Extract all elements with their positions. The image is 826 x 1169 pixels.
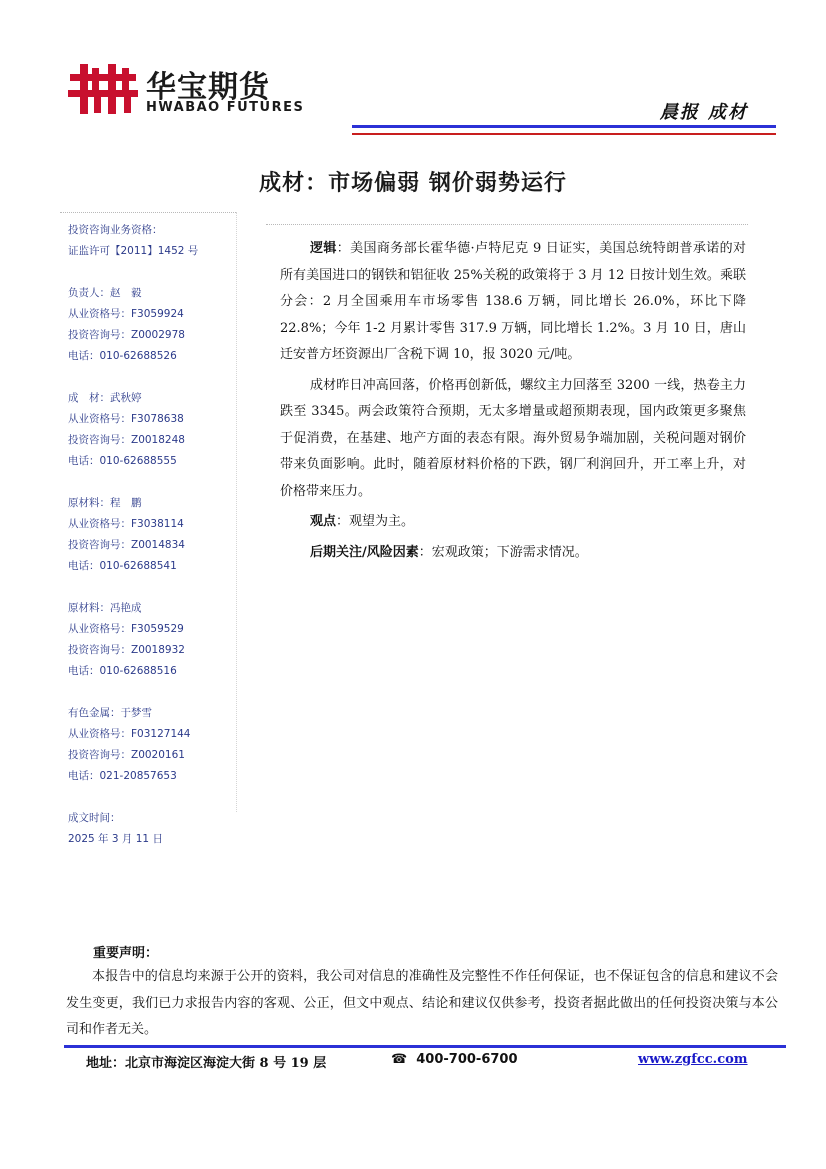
footer-phone-number: 400-700-6700 [416, 1052, 518, 1067]
analyst-phone: 电话：010-62688516 [68, 665, 177, 677]
analyst-license: 从业资格号：F3038114 [68, 518, 184, 530]
risk-label: 后期关注/风险因素 [310, 544, 419, 560]
view-text: ：观望为主。 [336, 514, 415, 529]
logo-english-name: HWABAO FUTURES [146, 100, 305, 115]
analyst-phone: 电话：010-62688541 [68, 560, 177, 572]
analyst-role: 原材料：程 鹏 [68, 497, 142, 509]
analyst-license: 从业资格号：F3059529 [68, 623, 184, 635]
view-label: 观点 [310, 514, 337, 529]
analyst-advisory: 投资咨询号：Z0018248 [68, 434, 185, 446]
qualification-label: 投资咨询业务资格： [68, 224, 163, 236]
date-label: 成文时间： [68, 812, 121, 824]
footer-phone [391, 1052, 518, 1067]
view-paragraph [280, 509, 746, 536]
disclaimer-title: 重要声明： [93, 946, 159, 961]
analyst-phone: 电话：010-62688555 [68, 455, 177, 467]
analyst-role: 原材料：冯艳成 [68, 602, 142, 614]
analyst-license: 从业资格号：F03127144 [68, 728, 191, 740]
analyst-advisory: 投资咨询号：Z0018932 [68, 644, 185, 656]
phone-icon: ☎ [391, 1052, 408, 1067]
footer-divider [64, 1045, 786, 1048]
date-value: 2025 年 3 月 11 日 [68, 833, 163, 845]
analyst-license: 从业资格号：F3059924 [68, 308, 184, 320]
analyst-sidebar [68, 220, 236, 850]
company-logo [68, 60, 318, 120]
analyst-advisory: 投资咨询号：Z0014834 [68, 539, 185, 551]
report-body [280, 236, 746, 566]
page-title: 成材：市场偏弱 钢价弱势运行 [259, 170, 567, 196]
analyst-advisory: 投资咨询号：Z0020161 [68, 749, 185, 761]
analyst-role: 成 材：武秋婷 [68, 392, 142, 404]
analyst-role: 有色金属：于梦雪 [68, 707, 152, 719]
logic-paragraph [280, 236, 746, 369]
disclaimer-body: 本报告中的信息均来源于公开的资料，我公司对信息的准确性及完整性不作任何保证，也不保证包含的信息和建议不会发生变更，我们已力求报告内容的客观、公正，但文中观点、结论和建议仅供参考，投资者据此做出的任何投资决策与本公司和作者无关。 [66, 969, 778, 1037]
header-divider-red [352, 133, 776, 135]
logic-label: 逻辑 [310, 241, 337, 256]
logic-text: ：美国商务部长霍华德·卢特尼克 9 日证实，美国总统特朗普承诺的对所有美国进口的钢铁和铝征收 25%关税的政策将于 3 月 12 日按计划生效。乘联分会：2 月全国乘用车市场零售 138.6 万辆，同比增长 26.0%，环比下降 22.8%；今年 1-2 月累计零售 317.9 万辆，同比增长 1.2%。3 月 10 日，唐山迁安普方坯资源出厂含税下调 10，报 3020 元/吨。 [280, 241, 746, 362]
risk-text: ：宏观政策；下游需求情况。 [418, 544, 588, 560]
report-type-tag: 晨报 成材 [659, 102, 748, 123]
footer-website-link[interactable]: www.zgfcc.com [638, 1052, 748, 1067]
sidebar-right-divider [236, 212, 237, 812]
analyst-phone: 电话：010-62688526 [68, 350, 177, 362]
logo-chinese-name: 华宝期货 [146, 70, 270, 105]
header-divider-blue [352, 125, 776, 128]
analyst-phone: 电话：021-20857653 [68, 770, 177, 782]
footer-address: 地址：北京市海淀区海淀大街 8 号 19 层 [86, 1056, 327, 1071]
sidebar-top-divider [60, 212, 236, 213]
analyst-license: 从业资格号：F3078638 [68, 413, 184, 425]
risk-paragraph [280, 540, 746, 567]
analysis-paragraph: 成材昨日冲高回落，价格再创新低，螺纹主力回落至 3200 一线，热卷主力跌至 3345。两会政策符合预期，无太多增量或超预期表现，国内政策更多聚焦于促消费，在基建、地产方面的表态有限。海外贸易争端加剧，关税问题对钢价带来负面影响。此时，随着原材料价格的下跌，钢厂利润回升，开工率上升，对价格带来压力。 [280, 377, 746, 499]
qualification-value: 证监许可【2011】1452 号 [68, 245, 199, 257]
analyst-advisory: 投资咨询号：Z0002978 [68, 329, 185, 341]
analyst-role: 负责人：赵 毅 [68, 287, 142, 299]
content-top-divider [266, 224, 748, 225]
hwabao-logo-icon [68, 60, 140, 118]
